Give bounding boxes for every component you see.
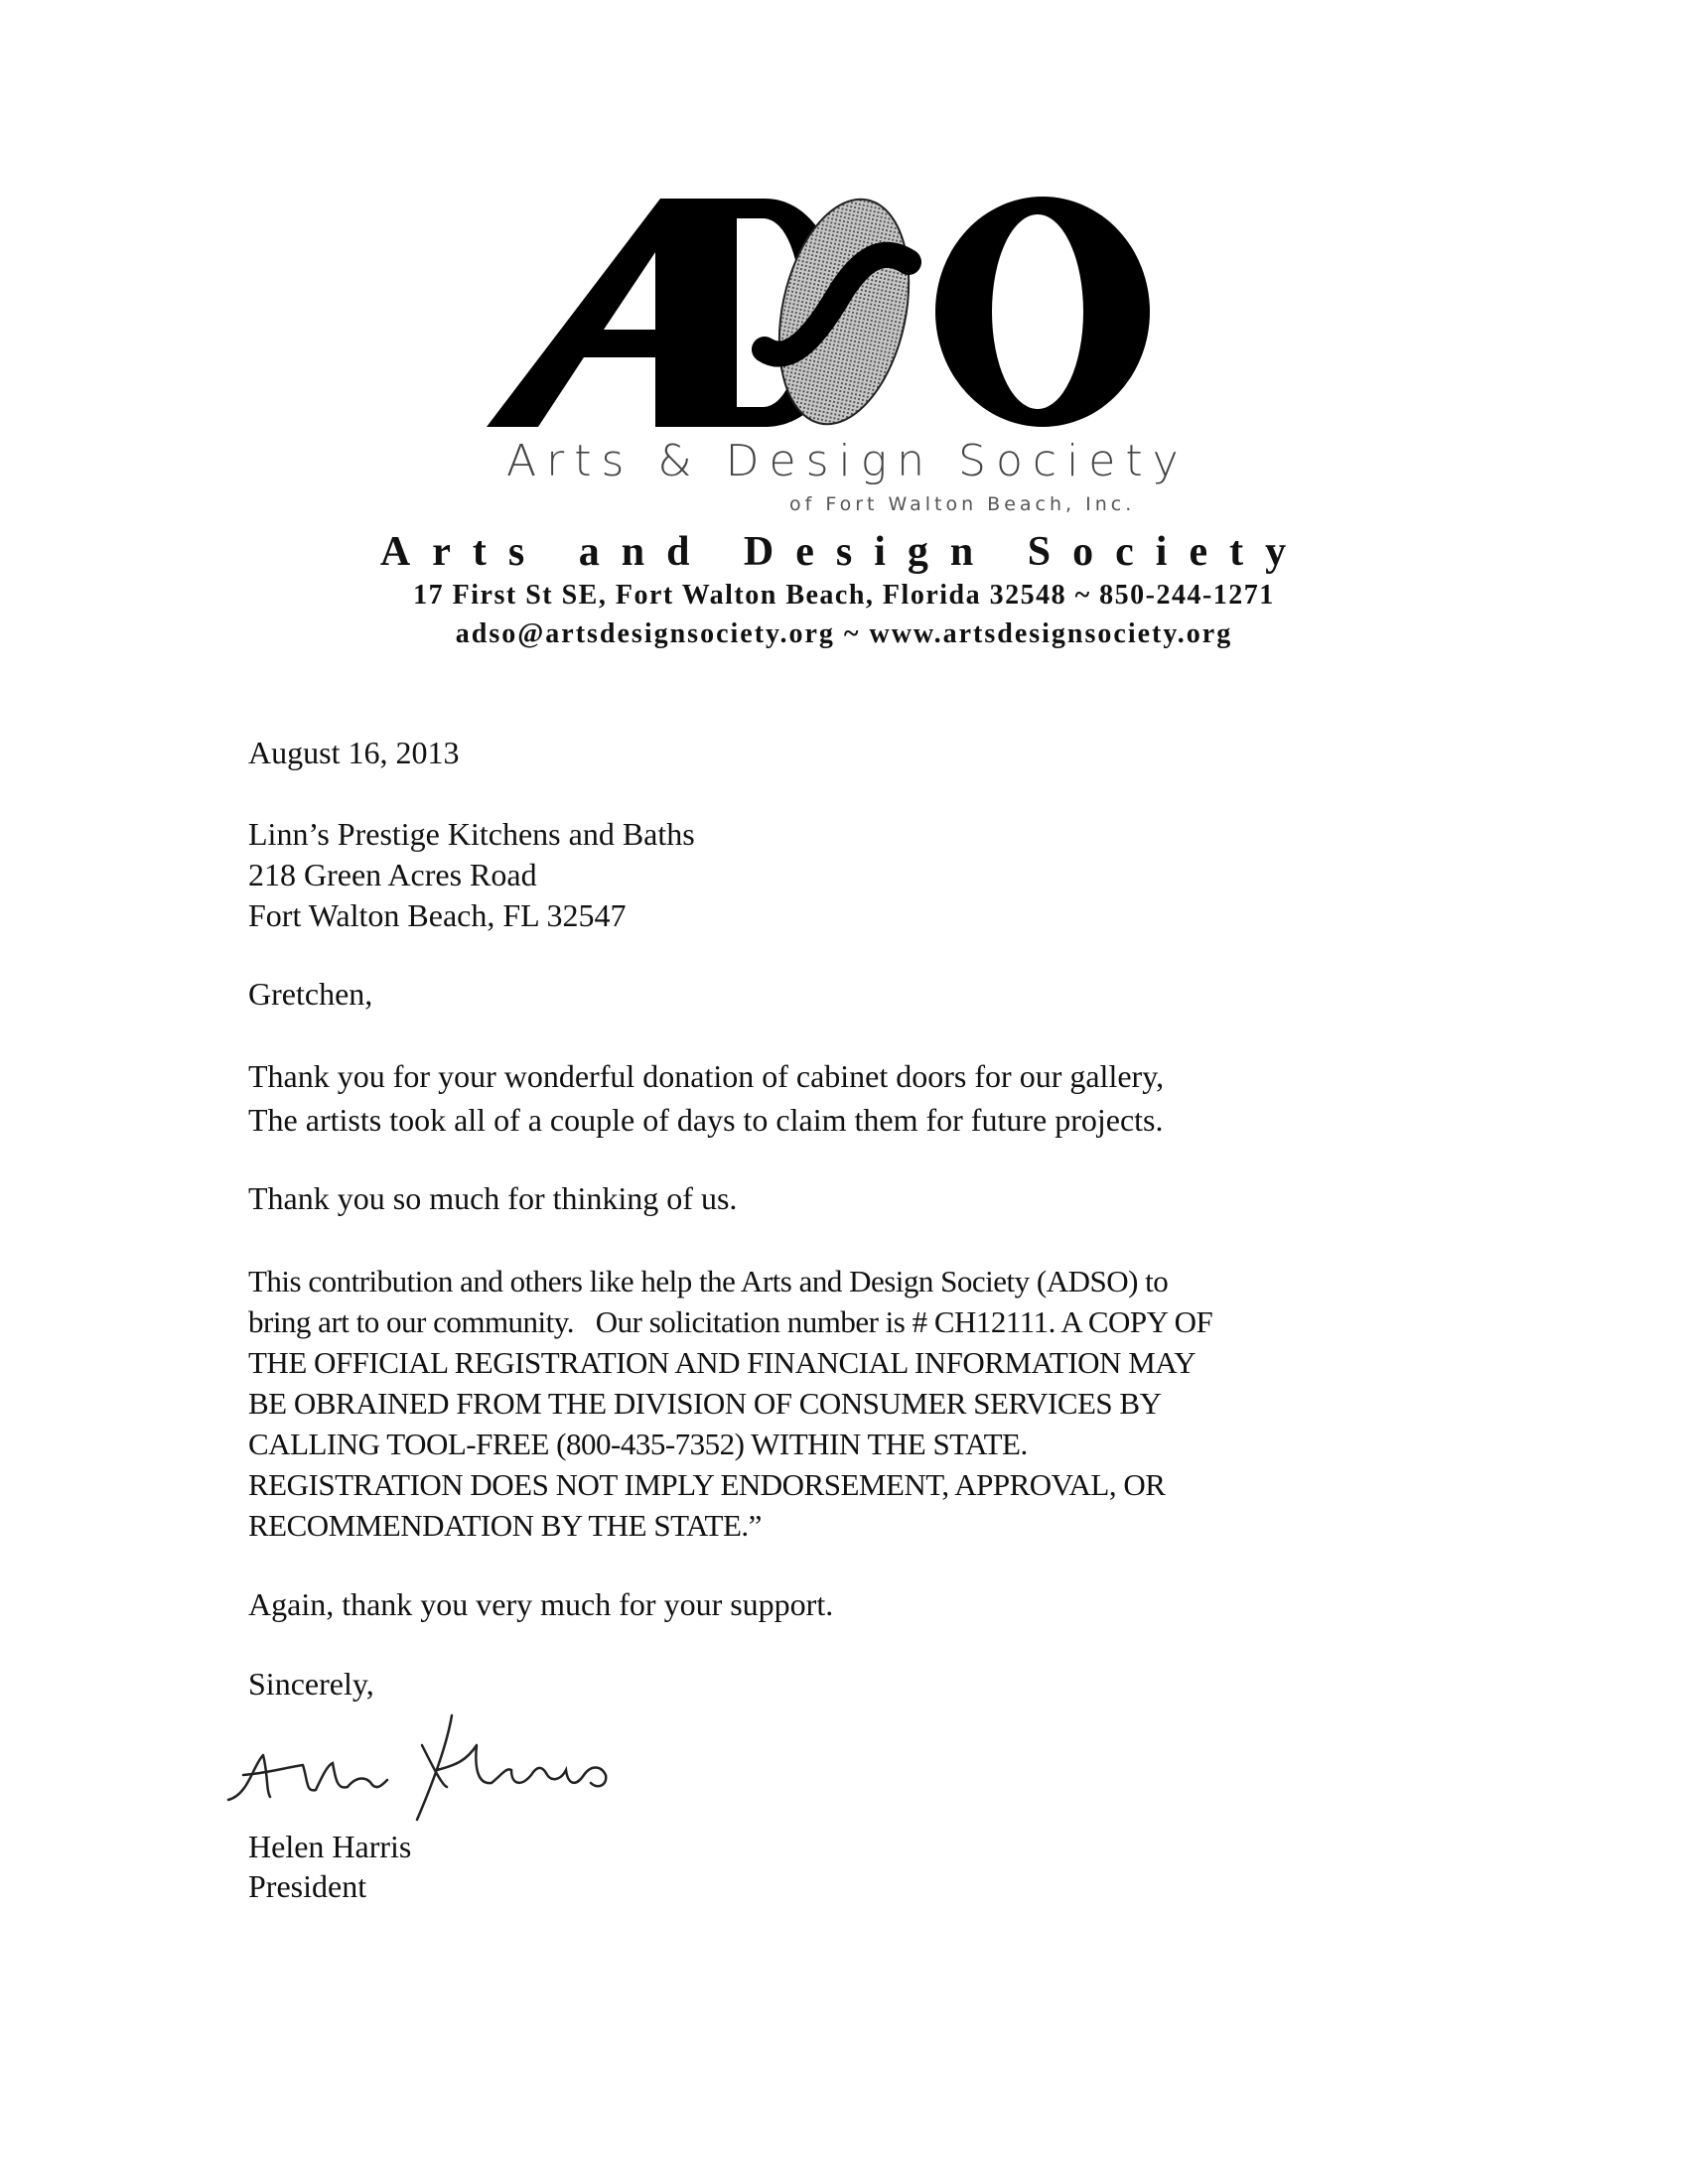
recipient-line: Fort Walton Beach, FL 32547	[248, 897, 627, 933]
org-contact: adso@artsdesignsociety.org ~ www.artsdesignsociety.org	[455, 618, 1233, 649]
recipient-line: Linn’s Prestige Kitchens and Baths	[248, 816, 695, 852]
paragraph-line: RECOMMENDATION BY THE STATE.”	[248, 1508, 762, 1543]
org-name-heading: Arts and Design Society	[379, 529, 1309, 575]
paragraph-line: BE OBRAINED FROM THE DIVISION OF CONSUMER SERVICES BY	[248, 1386, 1162, 1421]
paragraph-line: REGISTRATION DOES NOT IMPLY ENDORSEMENT, APPROVAL, OR	[248, 1467, 1166, 1502]
adso-logo	[467, 191, 1182, 434]
paragraph-3	[248, 1261, 1212, 1546]
org-address: 17 First St SE, Fort Walton Beach, Florida 32548 ~ 850-244-1271	[413, 580, 1275, 611]
recipient-line: 218 Green Acres Road	[248, 857, 537, 892]
paragraph-line: The artists took all of a couple of days to claim them for future projects.	[248, 1102, 1164, 1138]
paragraph-1	[248, 1054, 1164, 1142]
recipient-address	[248, 814, 695, 936]
logo-tagline: Arts & Design Society	[506, 436, 1189, 486]
paragraph-line: THE OFFICIAL REGISTRATION AND FINANCIAL INFORMATION MAY	[248, 1345, 1196, 1380]
signature	[209, 1706, 626, 1823]
adso-logo-graphic	[467, 191, 1182, 434]
logo-subtagline: of Fort Walton Beach, Inc.	[789, 493, 1136, 515]
valediction: Sincerely,	[248, 1666, 374, 1702]
paragraph-2: Thank you so much for thinking of us.	[248, 1180, 738, 1216]
salutation: Gretchen,	[248, 976, 373, 1012]
logo-letter-a	[487, 199, 705, 427]
signer-name: Helen Harris	[248, 1829, 412, 1864]
paragraph-line: CALLING TOOL-FREE (800-435-7352) WITHIN THE STATE.	[248, 1427, 1028, 1461]
letter-date: August 16, 2013	[248, 735, 460, 770]
paragraph-line: Thank you for your wonderful donation of cabinet doors for our gallery,	[248, 1058, 1165, 1094]
signer-title: President	[248, 1868, 367, 1904]
paragraph-line: This contribution and others like help the Arts and Design Society (ADSO) to	[248, 1264, 1169, 1298]
paragraph-line: bring art to our community. Our solicitation number is # CH12111. A COPY OF	[248, 1304, 1213, 1339]
closing-line: Again, thank you very much for your support.	[248, 1586, 834, 1622]
